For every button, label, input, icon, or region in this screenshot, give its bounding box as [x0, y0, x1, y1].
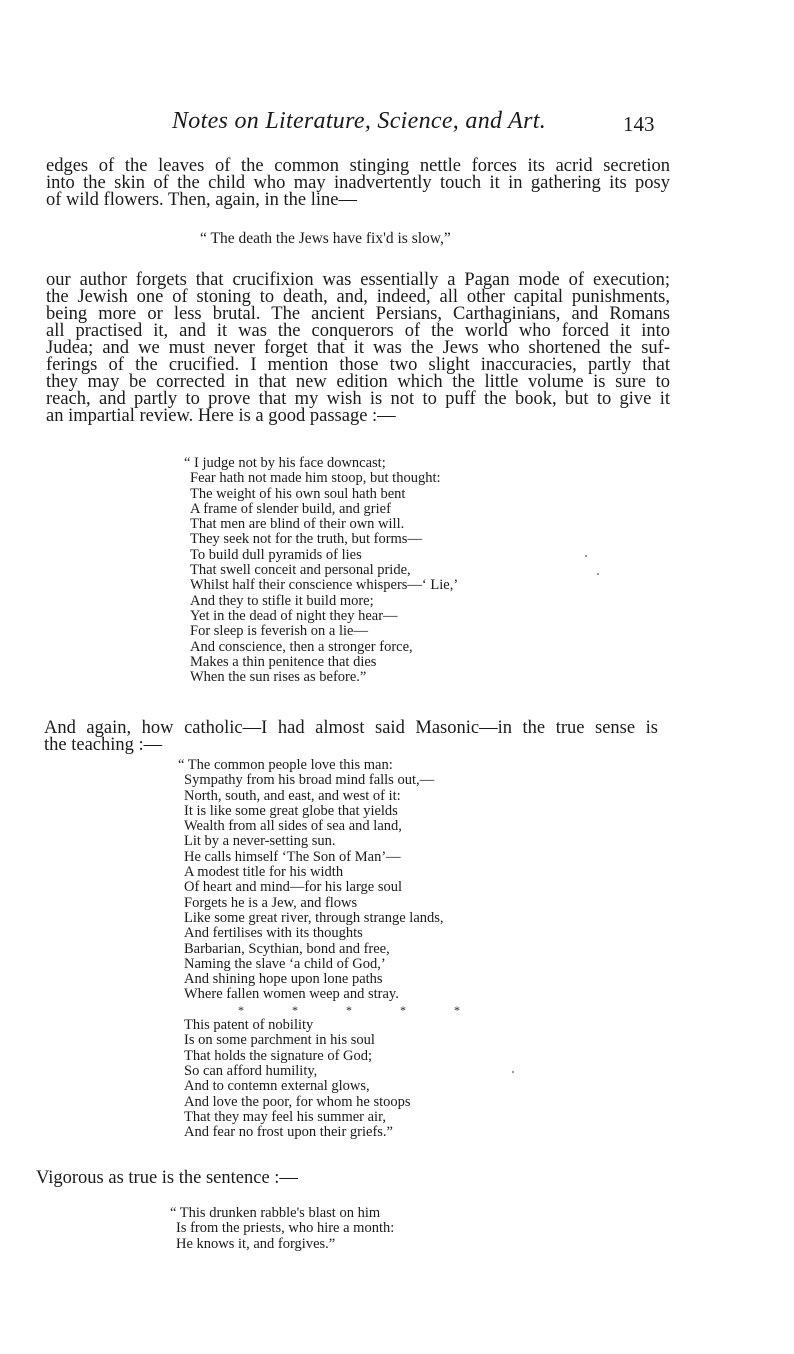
verse-line: Sympathy from his broad mind falls out,—	[184, 772, 435, 789]
verse-line: That swell conceit and personal pride,	[190, 562, 411, 579]
text-line: all practised it, and it was the conquerors of the world who forced it into	[46, 321, 670, 341]
verse-line: And fear no frost upon their griefs.”	[184, 1124, 393, 1141]
text-line: the Jewish one of stoning to death, and, indeed, all other capital punishments,	[46, 287, 670, 307]
verse-line: That men are blind of their own will.	[190, 516, 405, 533]
quoted-line: “ The death the Jews have fix'd is slow,”	[200, 230, 451, 247]
verse-line: That they may feel his summer air,	[184, 1108, 386, 1125]
verse-line: They seek not for the truth, but forms—	[190, 531, 422, 548]
verse-line: And fertilises with its thoughts	[184, 925, 363, 942]
text-line: edges of the leaves of the common stinging nettle forces its acrid secretion	[46, 156, 670, 176]
verse-line: Yet in the dead of night they hear—	[190, 607, 398, 624]
verse-line: Where fallen women weep and stray.	[184, 986, 399, 1003]
verse-line: To build dull pyramids of lies	[190, 546, 362, 563]
verse-line: This patent of nobility	[184, 1017, 314, 1034]
text-line: Vigorous as true is the sentence :—	[36, 1168, 298, 1188]
verse-line: A frame of slender build, and grief	[190, 500, 391, 517]
verse-line: Like some great river, through strange lands,	[184, 909, 444, 926]
text-line: Judea; and we must never forget that it was the Jews who shortened the suf-	[46, 338, 670, 358]
text-line: ferings of the crucified. I mention those two slight inaccuracies, partly that	[46, 355, 670, 375]
text-line: of wild flowers. Then, again, in the line—	[46, 190, 358, 210]
verse-line: He knows it, and forgives.”	[176, 1235, 336, 1252]
paragraph-catholic	[44, 720, 658, 754]
verse-line: Lit by a never-setting sun.	[184, 833, 336, 850]
verse-line: When the sun rises as before.”	[190, 669, 367, 686]
text-line: And again, how catholic—I had almost said Masonic—in the true sense is	[44, 718, 658, 738]
page-number: 143	[623, 112, 655, 136]
running-header	[0, 108, 794, 138]
verse-passage-2	[178, 758, 484, 1140]
text-line: they may be corrected in that new edition which the little volume is sure to	[46, 372, 670, 392]
verse-line: A modest title for his width	[184, 864, 344, 881]
paragraph-vigorous	[36, 1170, 536, 1187]
running-title: Notes on Literature, Science, and Art.	[172, 108, 547, 134]
star-mark: *	[238, 1002, 244, 1017]
text-line: an impartial review. Here is a good passage :—	[46, 406, 396, 426]
print-speck	[512, 1071, 514, 1073]
verse-line: He calls himself ‘The Son of Man’—	[184, 848, 401, 865]
verse-line: Naming the slave ‘a child of God,’	[184, 955, 386, 972]
verse-line: Wealth from all sides of sea and land,	[184, 818, 402, 835]
verse-line: Fear hath not made him stoop, but thought:	[190, 470, 441, 487]
star-mark: *	[454, 1002, 460, 1017]
verse-line: “ I judge not by his face downcast;	[184, 455, 386, 471]
verse-passage-1	[184, 456, 458, 685]
verse-line: “ This drunken rabble's blast on him	[170, 1205, 381, 1221]
verse-line: And they to stifle it build more;	[190, 592, 374, 609]
paragraph-crucifixion	[46, 272, 670, 425]
verse-line: Whilst half their conscience whispers—‘ Lie,’	[190, 577, 459, 594]
verse-line: Is from the priests, who hire a month:	[176, 1220, 395, 1237]
verse-line: Of heart and mind—for his large soul	[184, 879, 402, 896]
verse-line: Is on some parchment in his soul	[184, 1032, 375, 1049]
paragraph-nettle	[46, 158, 670, 209]
verse-line: Makes a thin penitence that dies	[190, 653, 377, 670]
print-speck	[597, 573, 599, 575]
print-speck	[585, 555, 587, 557]
verse-line: And to contemn external glows,	[184, 1078, 370, 1095]
verse-line: The weight of his own soul hath bent	[190, 485, 406, 502]
verse-line: And shining hope upon lone paths	[184, 971, 383, 988]
verse-line: And love the poor, for whom he stoops	[184, 1093, 411, 1110]
verse-line: And conscience, then a stronger force,	[190, 638, 413, 655]
text-line: being more or less brutal. The ancient Persians, Carthaginians, and Romans	[46, 304, 670, 324]
verse-line: North, south, and east, and west of it:	[184, 787, 401, 804]
star-mark: *	[346, 1002, 352, 1017]
text-line: the teaching :—	[44, 735, 163, 755]
text-line: reach, and partly to prove that my wish is not to puff the book, but to give it	[46, 389, 670, 409]
verse-line: Forgets he is a Jew, and flows	[184, 894, 358, 911]
text-line: into the skin of the child who may inadvertently touch it in gathering its posy	[46, 173, 670, 193]
verse-line: That holds the signature of God;	[184, 1047, 373, 1064]
verse-line: So can afford humility,	[184, 1062, 318, 1079]
star-mark: *	[292, 1002, 298, 1017]
verse-line: “ The common people love this man:	[178, 757, 393, 773]
verse-line: For sleep is feverish on a lie—	[190, 623, 368, 640]
text-line: our author forgets that crucifixion was essentially a Pagan mode of execution;	[46, 270, 670, 290]
section-break-stars	[178, 1003, 484, 1018]
verse-line: It is like some great globe that yields	[184, 802, 398, 819]
verse-line: Barbarian, Scythian, bond and free,	[184, 940, 390, 957]
verse-passage-3	[170, 1206, 394, 1252]
star-mark: *	[400, 1002, 406, 1017]
